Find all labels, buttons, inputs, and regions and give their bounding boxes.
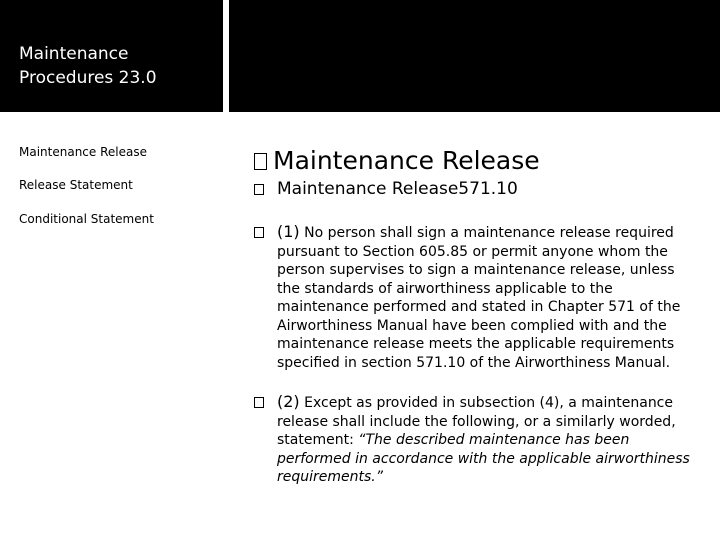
bullet-box-icon	[254, 153, 267, 170]
slide-title	[254, 146, 540, 176]
bullet-quote: “The described maintenance has been performed in accordance with the applicable airworthiness requirements.”	[277, 432, 690, 485]
bullet-body: Except as provided in subsection (4), a maintenance release shall include the following, or a similarly worded, statement:	[277, 395, 676, 448]
bullet-box-icon	[254, 227, 264, 238]
sidebar-item-release-statement[interactable]: Release Statement	[19, 178, 133, 192]
sidebar-item-maintenance-release[interactable]: Maintenance Release	[19, 145, 147, 159]
bullet-box-icon	[254, 397, 264, 408]
section-title: Maintenance Procedures 23.0	[19, 44, 157, 88]
bullet-item	[254, 393, 699, 487]
header-right-band	[229, 0, 720, 112]
bullet-item	[254, 223, 699, 372]
bullet-text	[277, 223, 699, 372]
bullet-lead: (2)	[277, 392, 300, 411]
bullet-item	[254, 180, 699, 199]
sidebar-item-conditional-statement[interactable]: Conditional Statement	[19, 212, 154, 226]
bullet-text	[277, 393, 699, 487]
bullet-text	[277, 180, 699, 199]
bullet-box-icon	[254, 184, 264, 195]
slide-title-text: Maintenance Release	[273, 146, 540, 175]
bullet-lead: Maintenance Release571.10	[277, 179, 518, 199]
bullet-body: No person shall sign a maintenance release required pursuant to Section 605.85 or permit anyone whom the person supervises to sign a maintenance release, unless the standards of airworthiness applicable to the maintenance performed and stated in Chapter 571 of the Airworthiness Manual have been complied with and the maintenance release meets the applicable requirements specified in section 571.10 of the Airworthiness Manual.	[277, 225, 681, 371]
bullet-lead: (1)	[277, 222, 300, 241]
